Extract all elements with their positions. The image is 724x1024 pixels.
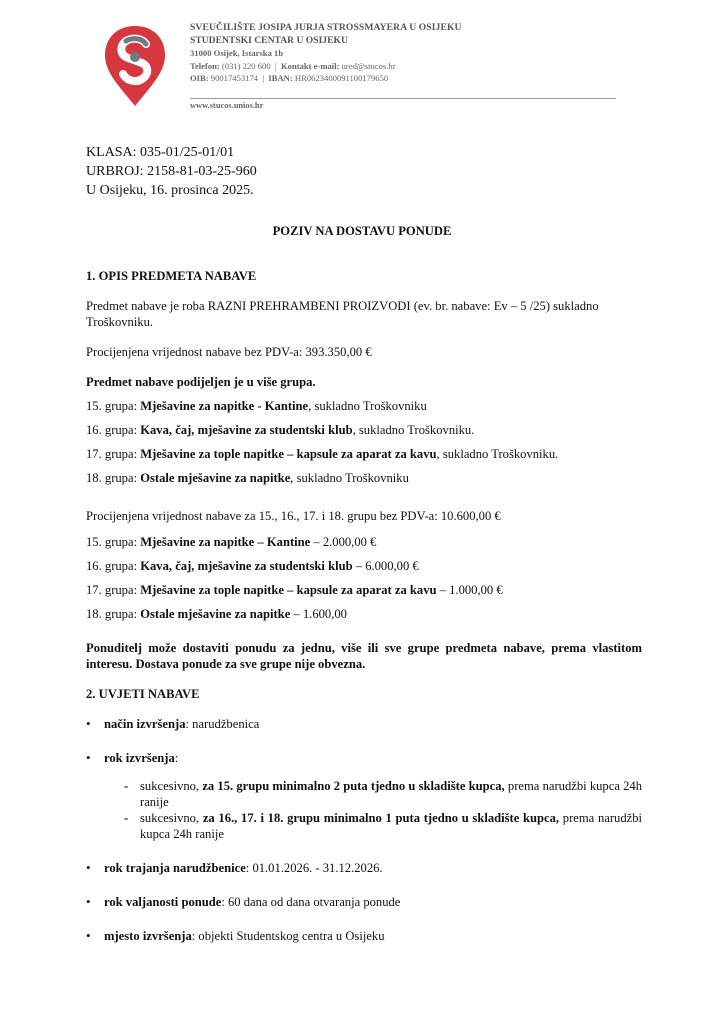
list-item: • mjesto izvršenja: objekti Studentskog centra u Osijeku — [86, 928, 642, 944]
group-value-line: 16. grupa: Kava, čaj, mješavine za studentski klub – 6.000,00 € — [86, 559, 419, 573]
email-label: Kontakt e-mail: — [280, 60, 340, 71]
group-value-line: 15. grupa: Mješavine za napitke – Kantine – 2.000,00 € — [86, 535, 377, 549]
list-item: • rok trajanja narudžbenice: 01.01.2026. - 31.12.2026. — [86, 860, 642, 876]
group-line: 18. grupa: Ostale mješavine za napitke, sukladno Troškovniku — [86, 471, 409, 485]
separator: | — [260, 73, 267, 84]
institution-info — [190, 22, 462, 85]
document-references — [86, 143, 257, 200]
group-value-line: 17. grupa: Mješavine za tople napitke – kapsule za aparat za kavu – 1.000,00 € — [86, 583, 503, 597]
conditions-list — [86, 716, 642, 944]
group-line: 16. grupa: Kava, čaj, mješavine za studentski klub, sukladno Troškovniku. — [86, 423, 475, 437]
estimate-total: Procijenjena vrijednost nabave bez PDV-a: 393.350,00 € — [86, 345, 372, 359]
list-item: • način izvršenja: narudžbenica — [86, 716, 642, 732]
list-item: - sukcesivno, za 15. grupu minimalno 2 puta tjedno u skladište kupca, prema narudžbi kupca 24h ranije — [122, 778, 642, 810]
subject-intro: Predmet nabave je roba RAZNI PREHRAMBENI PROIZVODI (ev. br. nabave: Ev – 5 /25) sukladno Troškovniku. — [86, 299, 599, 329]
phone-label: Telefon: — [190, 60, 220, 71]
group-line: 17. grupa: Mješavine za tople napitke – kapsule za aparat za kavu, sukladno Troškovniku. — [86, 447, 559, 461]
section2-heading: 2. UVJETI NABAVE — [86, 687, 200, 701]
list-item: • rok izvršenja: - sukcesivno, za 15. grupu minimalno 2 puta tjedno u skladište kupca, prema narudžbi kupca 24h ranije - sukcesivno, za 16., 17. i 18. grupu minimalno 1 puta tjedno u skladište kupca, prema narudžbi kupca 24h ranije — [86, 750, 642, 842]
oib-value: 90017453174 — [210, 73, 259, 84]
letterhead — [0, 0, 724, 120]
section1-heading: 1. OPIS PREDMETA NABAVE — [86, 269, 257, 283]
institution-line1: SVEUČILIŠTE JOSIPA JURJA STROSSMAYERA U OSIJEKU — [190, 22, 462, 33]
oib-label: OIB: — [190, 73, 209, 84]
group-value-line: 18. grupa: Ostale mješavine za napitke – 1.600,00 — [86, 607, 347, 621]
document-title: POZIV NA DOSTAVU PONUDE — [272, 224, 452, 238]
list-item: - sukcesivno, za 16., 17. i 18. grupu minimalno 1 puta tjedno u skladište kupca, prema narudžbi kupca 24h ranije — [122, 810, 642, 842]
iban-value: HR0623400091100179650 — [294, 73, 389, 84]
deadline-sublist — [104, 778, 642, 842]
oib-line — [190, 72, 462, 85]
contact-line — [190, 60, 462, 73]
stucos-logo-icon — [102, 22, 168, 110]
phone-value: (031) 220 600 — [221, 60, 271, 71]
estimate-groups: Procijenjena vrijednost nabave za 15., 16., 17. i 18. grupu bez PDV-a: 10.600,00 € — [86, 509, 501, 523]
place-date: U Osijeku, 16. prosinca 2025. — [86, 183, 254, 198]
groups-note: Predmet nabave podijeljen je u više grupa. — [86, 375, 316, 389]
urbroj: URBROJ: 2158-81-03-25-960 — [86, 164, 257, 179]
institution-line2: STUDENTSKI CENTAR U OSIJEKU — [190, 34, 348, 46]
iban-label: IBAN: — [268, 73, 293, 84]
group-line: 15. grupa: Mješavine za napitke - Kantine, sukladno Troškovniku — [86, 399, 427, 413]
document-body — [86, 268, 642, 944]
website-link[interactable]: www.stucos.unios.hr — [190, 101, 264, 110]
institution-address: 31000 Osijek, Istarska 1b — [190, 48, 284, 59]
offer-note: Ponuditelj može dostaviti ponudu za jednu, više ili sve grupe predmeta nabave, prema vlastitom interesu. Dostava ponude za sve grupe nije obvezna. — [86, 641, 642, 671]
list-item: • rok valjanosti ponude: 60 dana od dana otvaranja ponude — [86, 894, 642, 910]
email-value: ured@stucos.hr — [341, 60, 396, 71]
separator: | — [272, 60, 279, 71]
header-divider — [190, 98, 616, 99]
klasa: KLASA: 035-01/25-01/01 — [86, 145, 235, 160]
